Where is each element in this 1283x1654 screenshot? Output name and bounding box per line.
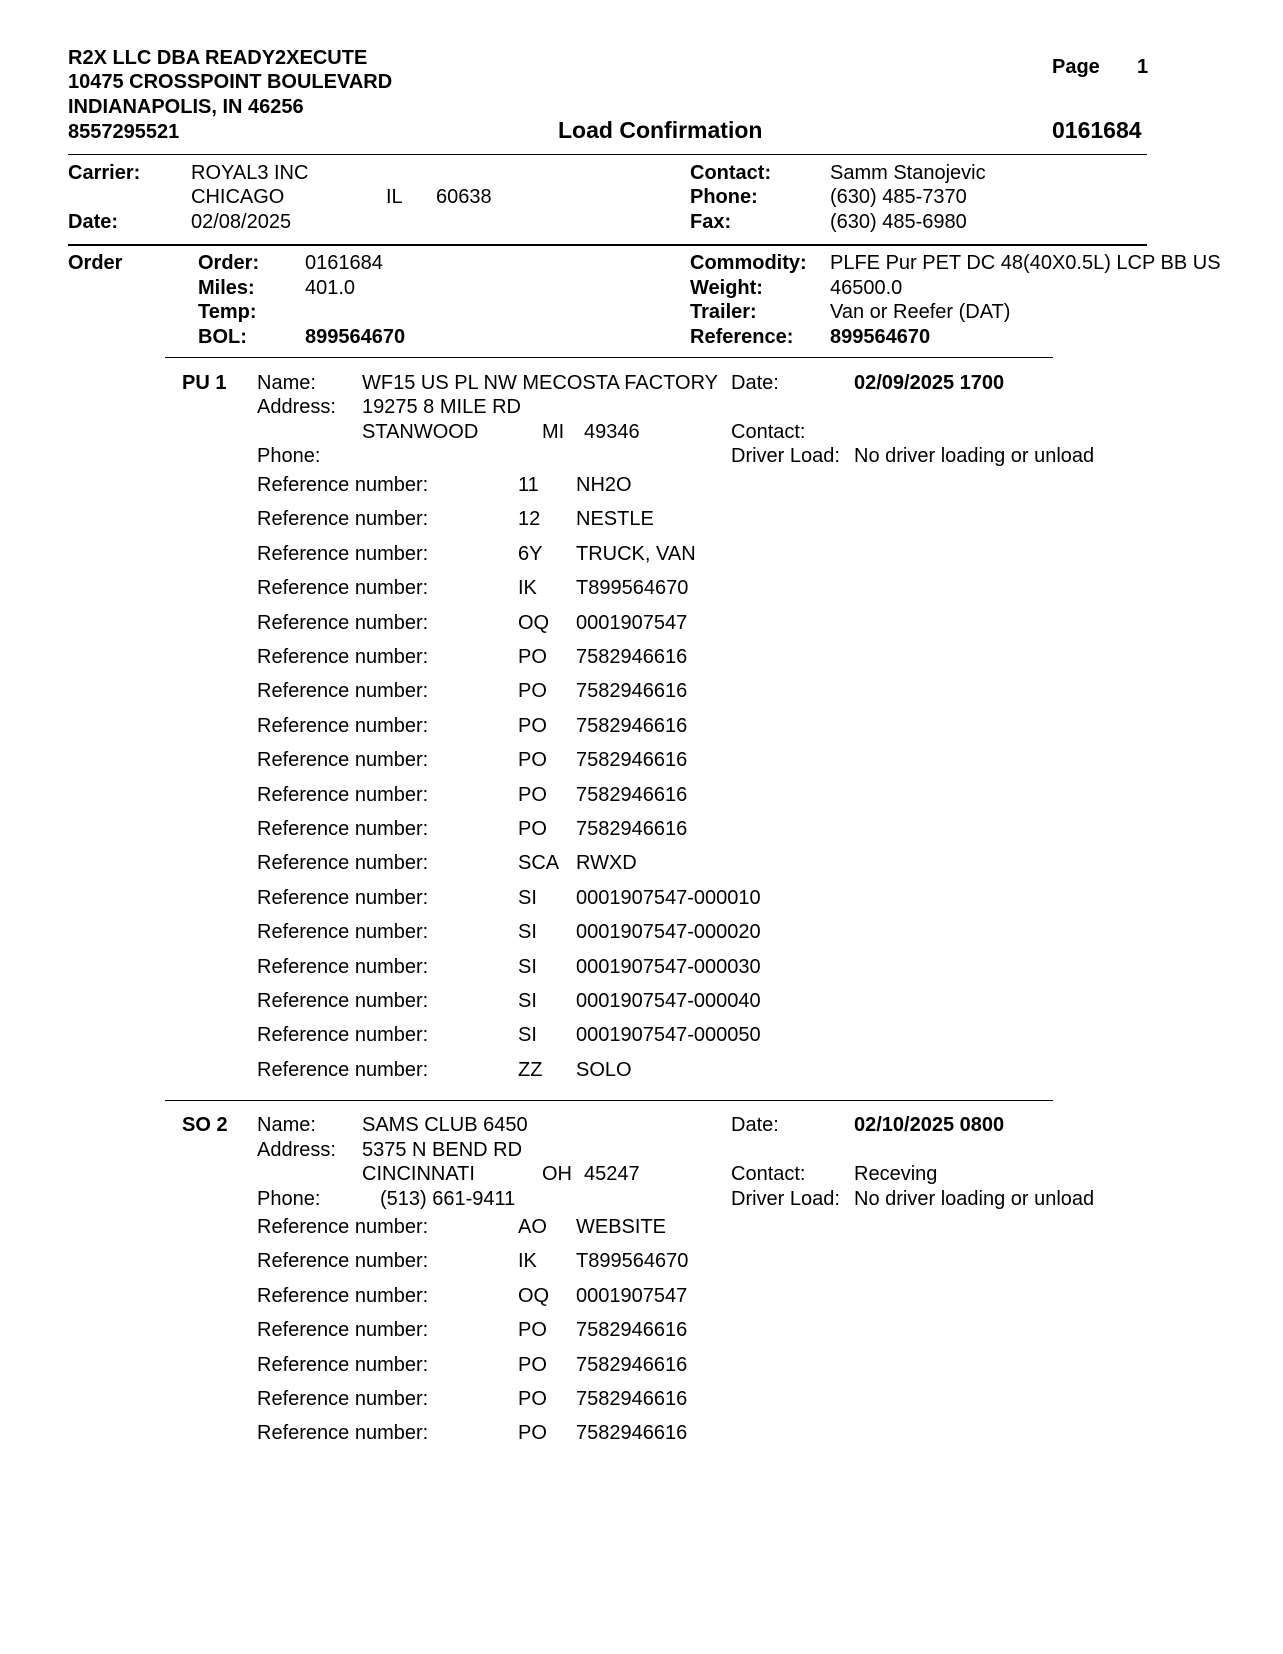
reference-label: Reference: (690, 326, 794, 348)
reference-code: PO (518, 646, 547, 668)
company-name: R2X LLC DBA READY2XECUTE (68, 47, 368, 69)
fax-label: Fax: (690, 211, 732, 233)
reference-row (0, 473, 1283, 497)
reference-label: Reference number: (257, 646, 429, 668)
reference-code: PO (518, 749, 547, 771)
reference-value: 0001907547 (576, 1285, 688, 1307)
order-reference: 899564670 (830, 326, 931, 348)
stop-driver-load: No driver loading or unload (854, 445, 1095, 467)
reference-row (0, 542, 1283, 566)
reference-value: T899564670 (576, 577, 689, 599)
reference-row (0, 886, 1283, 910)
stop-address-label: Address: (257, 1139, 336, 1161)
stop-name: SAMS CLUB 6450 (362, 1114, 528, 1136)
stop-name: WF15 US PL NW MECOSTA FACTORY (362, 372, 718, 394)
reference-code: SI (518, 887, 537, 909)
carrier-label: Carrier: (68, 162, 141, 184)
reference-label: Reference number: (257, 1354, 429, 1376)
reference-value: 0001907547-000030 (576, 956, 761, 978)
reference-row (0, 955, 1283, 979)
reference-row (0, 1318, 1283, 1342)
reference-code: SI (518, 956, 537, 978)
stop-phone-label: Phone: (257, 1188, 321, 1210)
reference-label: Reference number: (257, 1285, 429, 1307)
stop-date: 02/10/2025 0800 (854, 1114, 1005, 1136)
reference-code: PO (518, 715, 547, 737)
order-trailer: Van or Reefer (DAT) (830, 301, 1011, 323)
reference-value: SOLO (576, 1059, 632, 1081)
reference-value: 7582946616 (576, 646, 688, 668)
stop-name-label: Name: (257, 372, 316, 394)
stop-address: 19275 8 MILE RD (362, 396, 521, 418)
reference-label: Reference number: (257, 887, 429, 909)
reference-value: 7582946616 (576, 715, 688, 737)
reference-row (0, 645, 1283, 669)
order-number: 0161684 (305, 252, 383, 274)
reference-label: Reference number: (257, 921, 429, 943)
reference-row (0, 1387, 1283, 1411)
reference-row (0, 1249, 1283, 1273)
reference-label: Reference number: (257, 1422, 429, 1444)
stop-date: 02/09/2025 1700 (854, 372, 1005, 394)
reference-row (0, 1058, 1283, 1082)
stop-city: STANWOOD (362, 421, 479, 443)
order-weight: 46500.0 (830, 277, 903, 299)
stop-city: CINCINNATI (362, 1163, 475, 1185)
stop-code: PU 1 (182, 372, 227, 394)
reference-value: 0001907547-000020 (576, 921, 761, 943)
reference-label: Reference number: (257, 577, 429, 599)
stop-driver-load-label: Driver Load: (731, 1188, 840, 1210)
reference-value: T899564670 (576, 1250, 689, 1272)
bol-label: BOL: (198, 326, 247, 348)
reference-row (0, 851, 1283, 875)
reference-row (0, 1353, 1283, 1377)
weight-label: Weight: (690, 277, 763, 299)
reference-label: Reference number: (257, 818, 429, 840)
reference-value: WEBSITE (576, 1216, 667, 1238)
reference-label: Reference number: (257, 1250, 429, 1272)
stop-phone-label: Phone: (257, 445, 321, 467)
carrier-zip: 60638 (436, 186, 492, 208)
reference-label: Reference number: (257, 1216, 429, 1238)
reference-code: PO (518, 1319, 547, 1341)
reference-label: Reference number: (257, 749, 429, 771)
reference-code: SI (518, 921, 537, 943)
reference-value: NESTLE (576, 508, 654, 530)
reference-code: PO (518, 680, 547, 702)
carrier-contact: Samm Stanojevic (830, 162, 986, 184)
reference-label: Reference number: (257, 784, 429, 806)
reference-label: Reference number: (257, 1024, 429, 1046)
contact-label: Contact: (690, 162, 772, 184)
carrier-name: ROYAL3 INC (191, 162, 309, 184)
page-title: Load Confirmation (558, 117, 763, 143)
reference-value: 7582946616 (576, 1422, 688, 1444)
reference-row (0, 1284, 1283, 1308)
reference-label: Reference number: (257, 612, 429, 634)
stop-driver-load: No driver loading or unload (854, 1188, 1095, 1210)
commodity-label: Commodity: (690, 252, 807, 274)
reference-code: PO (518, 1422, 547, 1444)
stop-contact: Receving (854, 1163, 938, 1185)
date-label: Date: (68, 211, 119, 233)
reference-code: SI (518, 1024, 537, 1046)
stop-phone: (513) 661-9411 (380, 1188, 516, 1210)
reference-row (0, 989, 1283, 1013)
carrier-date: 02/08/2025 (191, 211, 292, 233)
order-label: Order: (198, 252, 260, 274)
reference-code: 12 (518, 508, 541, 530)
reference-code: PO (518, 1354, 547, 1376)
stop-divider (165, 1100, 1053, 1101)
reference-label: Reference number: (257, 543, 429, 565)
reference-row (0, 507, 1283, 531)
stop-driver-load-label: Driver Load: (731, 445, 840, 467)
order-miles: 401.0 (305, 277, 356, 299)
stop-name-label: Name: (257, 1114, 316, 1136)
reference-value: 7582946616 (576, 680, 688, 702)
stop-date-label: Date: (731, 372, 779, 394)
carrier-state: IL (386, 186, 403, 208)
reference-value: 7582946616 (576, 818, 688, 840)
stop-state: OH (542, 1163, 572, 1185)
reference-row (0, 920, 1283, 944)
reference-value: 0001907547-000050 (576, 1024, 761, 1046)
reference-label: Reference number: (257, 474, 429, 496)
reference-row (0, 783, 1283, 807)
reference-value: 7582946616 (576, 749, 688, 771)
company-address: 10475 CROSSPOINT BOULEVARD (68, 71, 393, 93)
reference-code: PO (518, 818, 547, 840)
order-commodity: PLFE Pur PET DC 48(40X0.5L) LCP BB US (830, 252, 1221, 274)
stop-contact-label: Contact: (731, 421, 806, 443)
stop-code: SO 2 (182, 1114, 228, 1136)
trailer-label: Trailer: (690, 301, 757, 323)
reference-label: Reference number: (257, 1388, 429, 1410)
reference-label: Reference number: (257, 715, 429, 737)
phone-label: Phone: (690, 186, 758, 208)
reference-value: 7582946616 (576, 1354, 688, 1376)
stop-date-label: Date: (731, 1114, 779, 1136)
reference-code: PO (518, 1388, 547, 1410)
reference-value: RWXD (576, 852, 637, 874)
reference-code: 11 (518, 474, 539, 496)
reference-label: Reference number: (257, 990, 429, 1012)
reference-row (0, 679, 1283, 703)
reference-label: Reference number: (257, 1319, 429, 1341)
reference-code: AO (518, 1216, 547, 1238)
stop-zip: 45247 (584, 1163, 640, 1185)
reference-value: 0001907547-000010 (576, 887, 761, 909)
reference-code: OQ (518, 612, 550, 634)
page-number: 1 (1137, 56, 1149, 78)
carrier-divider (68, 244, 1147, 246)
reference-value: 7582946616 (576, 784, 688, 806)
reference-code: ZZ (518, 1059, 543, 1081)
reference-code: OQ (518, 1285, 550, 1307)
company-phone: 8557295521 (68, 121, 180, 143)
reference-value: 7582946616 (576, 1388, 688, 1410)
company-city: INDIANAPOLIS, IN 46256 (68, 96, 304, 118)
reference-code: IK (518, 1250, 537, 1272)
reference-label: Reference number: (257, 956, 429, 978)
order-divider (165, 357, 1053, 358)
reference-code: IK (518, 577, 537, 599)
order-bol: 899564670 (305, 326, 406, 348)
reference-row (0, 817, 1283, 841)
page-label: Page (1052, 56, 1100, 78)
reference-row (0, 1215, 1283, 1239)
reference-label: Reference number: (257, 508, 429, 530)
carrier-fax: (630) 485-6980 (830, 211, 967, 233)
reference-value: 7582946616 (576, 1319, 688, 1341)
reference-row (0, 714, 1283, 738)
reference-code: SI (518, 990, 537, 1012)
reference-value: 0001907547-000040 (576, 990, 761, 1012)
miles-label: Miles: (198, 277, 255, 299)
stop-address: 5375 N BEND RD (362, 1139, 523, 1161)
reference-row (0, 1023, 1283, 1047)
reference-value: NH2O (576, 474, 632, 496)
reference-code: SCA (518, 852, 560, 874)
reference-label: Reference number: (257, 852, 429, 874)
reference-value: 0001907547 (576, 612, 688, 634)
stop-zip: 49346 (584, 421, 640, 443)
reference-row (0, 576, 1283, 600)
header-divider (68, 154, 1147, 155)
reference-label: Reference number: (257, 680, 429, 702)
reference-value: TRUCK, VAN (576, 543, 696, 565)
carrier-city: CHICAGO (191, 186, 285, 208)
reference-code: PO (518, 784, 547, 806)
stop-address-label: Address: (257, 396, 336, 418)
reference-label: Reference number: (257, 1059, 429, 1081)
carrier-phone: (630) 485-7370 (830, 186, 967, 208)
reference-row (0, 748, 1283, 772)
stop-state: MI (542, 421, 565, 443)
reference-row (0, 611, 1283, 635)
order-section-label: Order (68, 252, 123, 274)
temp-label: Temp: (198, 301, 257, 323)
doc-number: 0161684 (1052, 117, 1142, 143)
stop-contact-label: Contact: (731, 1163, 806, 1185)
reference-code: 6Y (518, 543, 543, 565)
reference-row (0, 1421, 1283, 1445)
